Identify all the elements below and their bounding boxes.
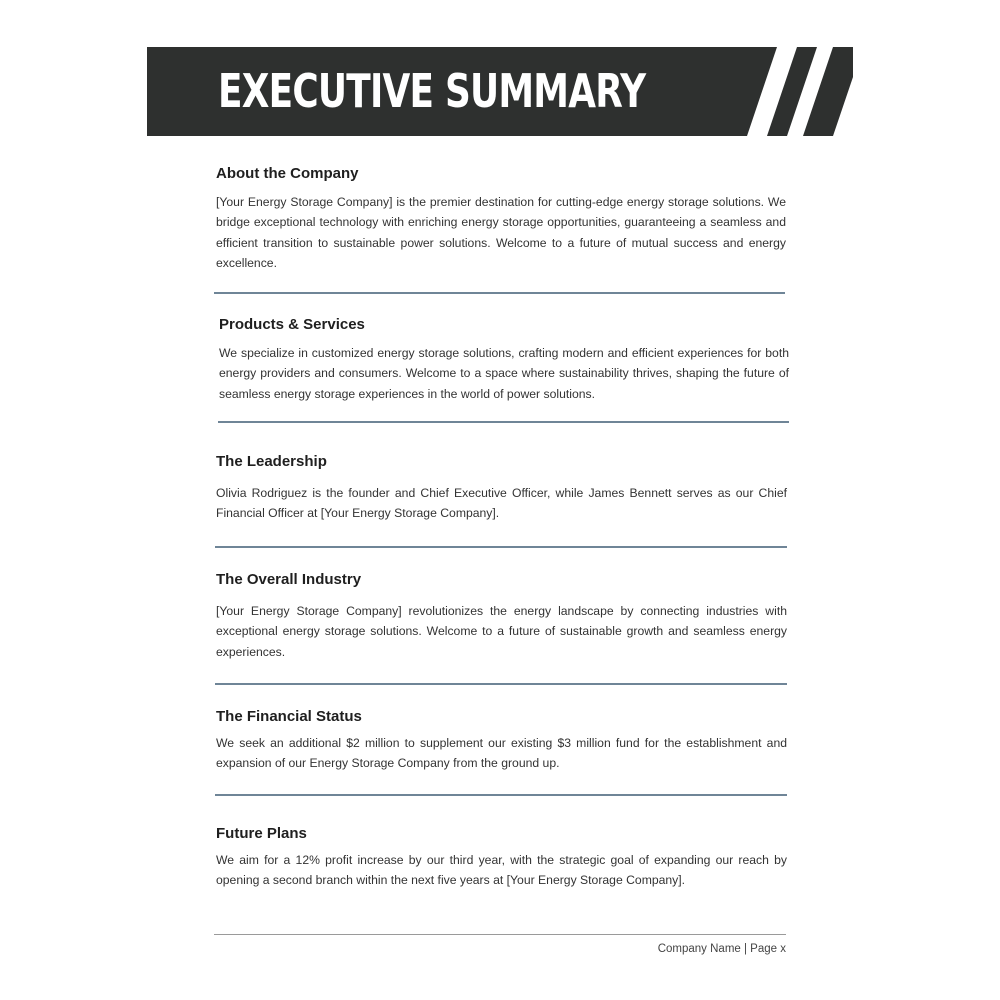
section-body: We aim for a 12% profit increase by our third year, with the strategic goal of expanding our reach by opening a second branch within the next five years at [Your Energy Storage Company].	[216, 853, 787, 888]
section-heading: About the Company	[216, 165, 359, 182]
section-financial-status	[216, 708, 787, 774]
section-body: Olivia Rodriguez is the founder and Chief Executive Officer, while James Bennett serves as our Chief Financial Officer at [Your Energy Storage Company].	[216, 486, 787, 521]
section-divider	[215, 794, 787, 796]
section-heading: Future Plans	[216, 825, 307, 842]
section-heading: Products & Services	[219, 316, 365, 333]
section-divider	[215, 683, 787, 685]
section-leadership	[216, 453, 787, 524]
section-products-services	[219, 316, 789, 404]
section-divider	[215, 546, 787, 548]
section-body: We specialize in customized energy storage solutions, crafting modern and efficient experiences for both energy providers and consumers. Welcome to a space where sustainability thrives, shaping the future of seamless energy storage experiences in the world of power solutions.	[219, 346, 789, 401]
footer-divider	[214, 934, 786, 935]
page-footer: Company Name | Page x	[657, 943, 786, 955]
section-body: We seek an additional $2 million to supplement our existing $3 million fund for the establishment and expansion of our Energy Storage Company from the ground up.	[216, 736, 787, 771]
section-future-plans	[216, 825, 787, 891]
header-banner	[147, 47, 853, 136]
section-heading: The Overall Industry	[216, 571, 362, 588]
section-divider	[214, 292, 785, 294]
page-title: EXECUTIVE SUMMARY	[218, 64, 646, 118]
section-body: [Your Energy Storage Company] revolutionizes the energy landscape by connecting industries with exceptional energy storage solutions. Welcome to a future of sustainable growth and seamless energy experiences.	[216, 604, 787, 659]
section-divider	[218, 421, 789, 423]
section-body: [Your Energy Storage Company] is the premier destination for cutting-edge energy storage solutions. We bridge exceptional technology with enriching energy storage opportunities, guaranteeing a seamless and efficient transition to sustainable power solutions. Welcome to a future of mutual success and energy excellence.	[216, 195, 786, 270]
section-overall-industry	[216, 571, 787, 662]
section-heading: The Financial Status	[216, 708, 362, 725]
section-heading: The Leadership	[216, 453, 327, 470]
section-about-company	[216, 165, 786, 273]
